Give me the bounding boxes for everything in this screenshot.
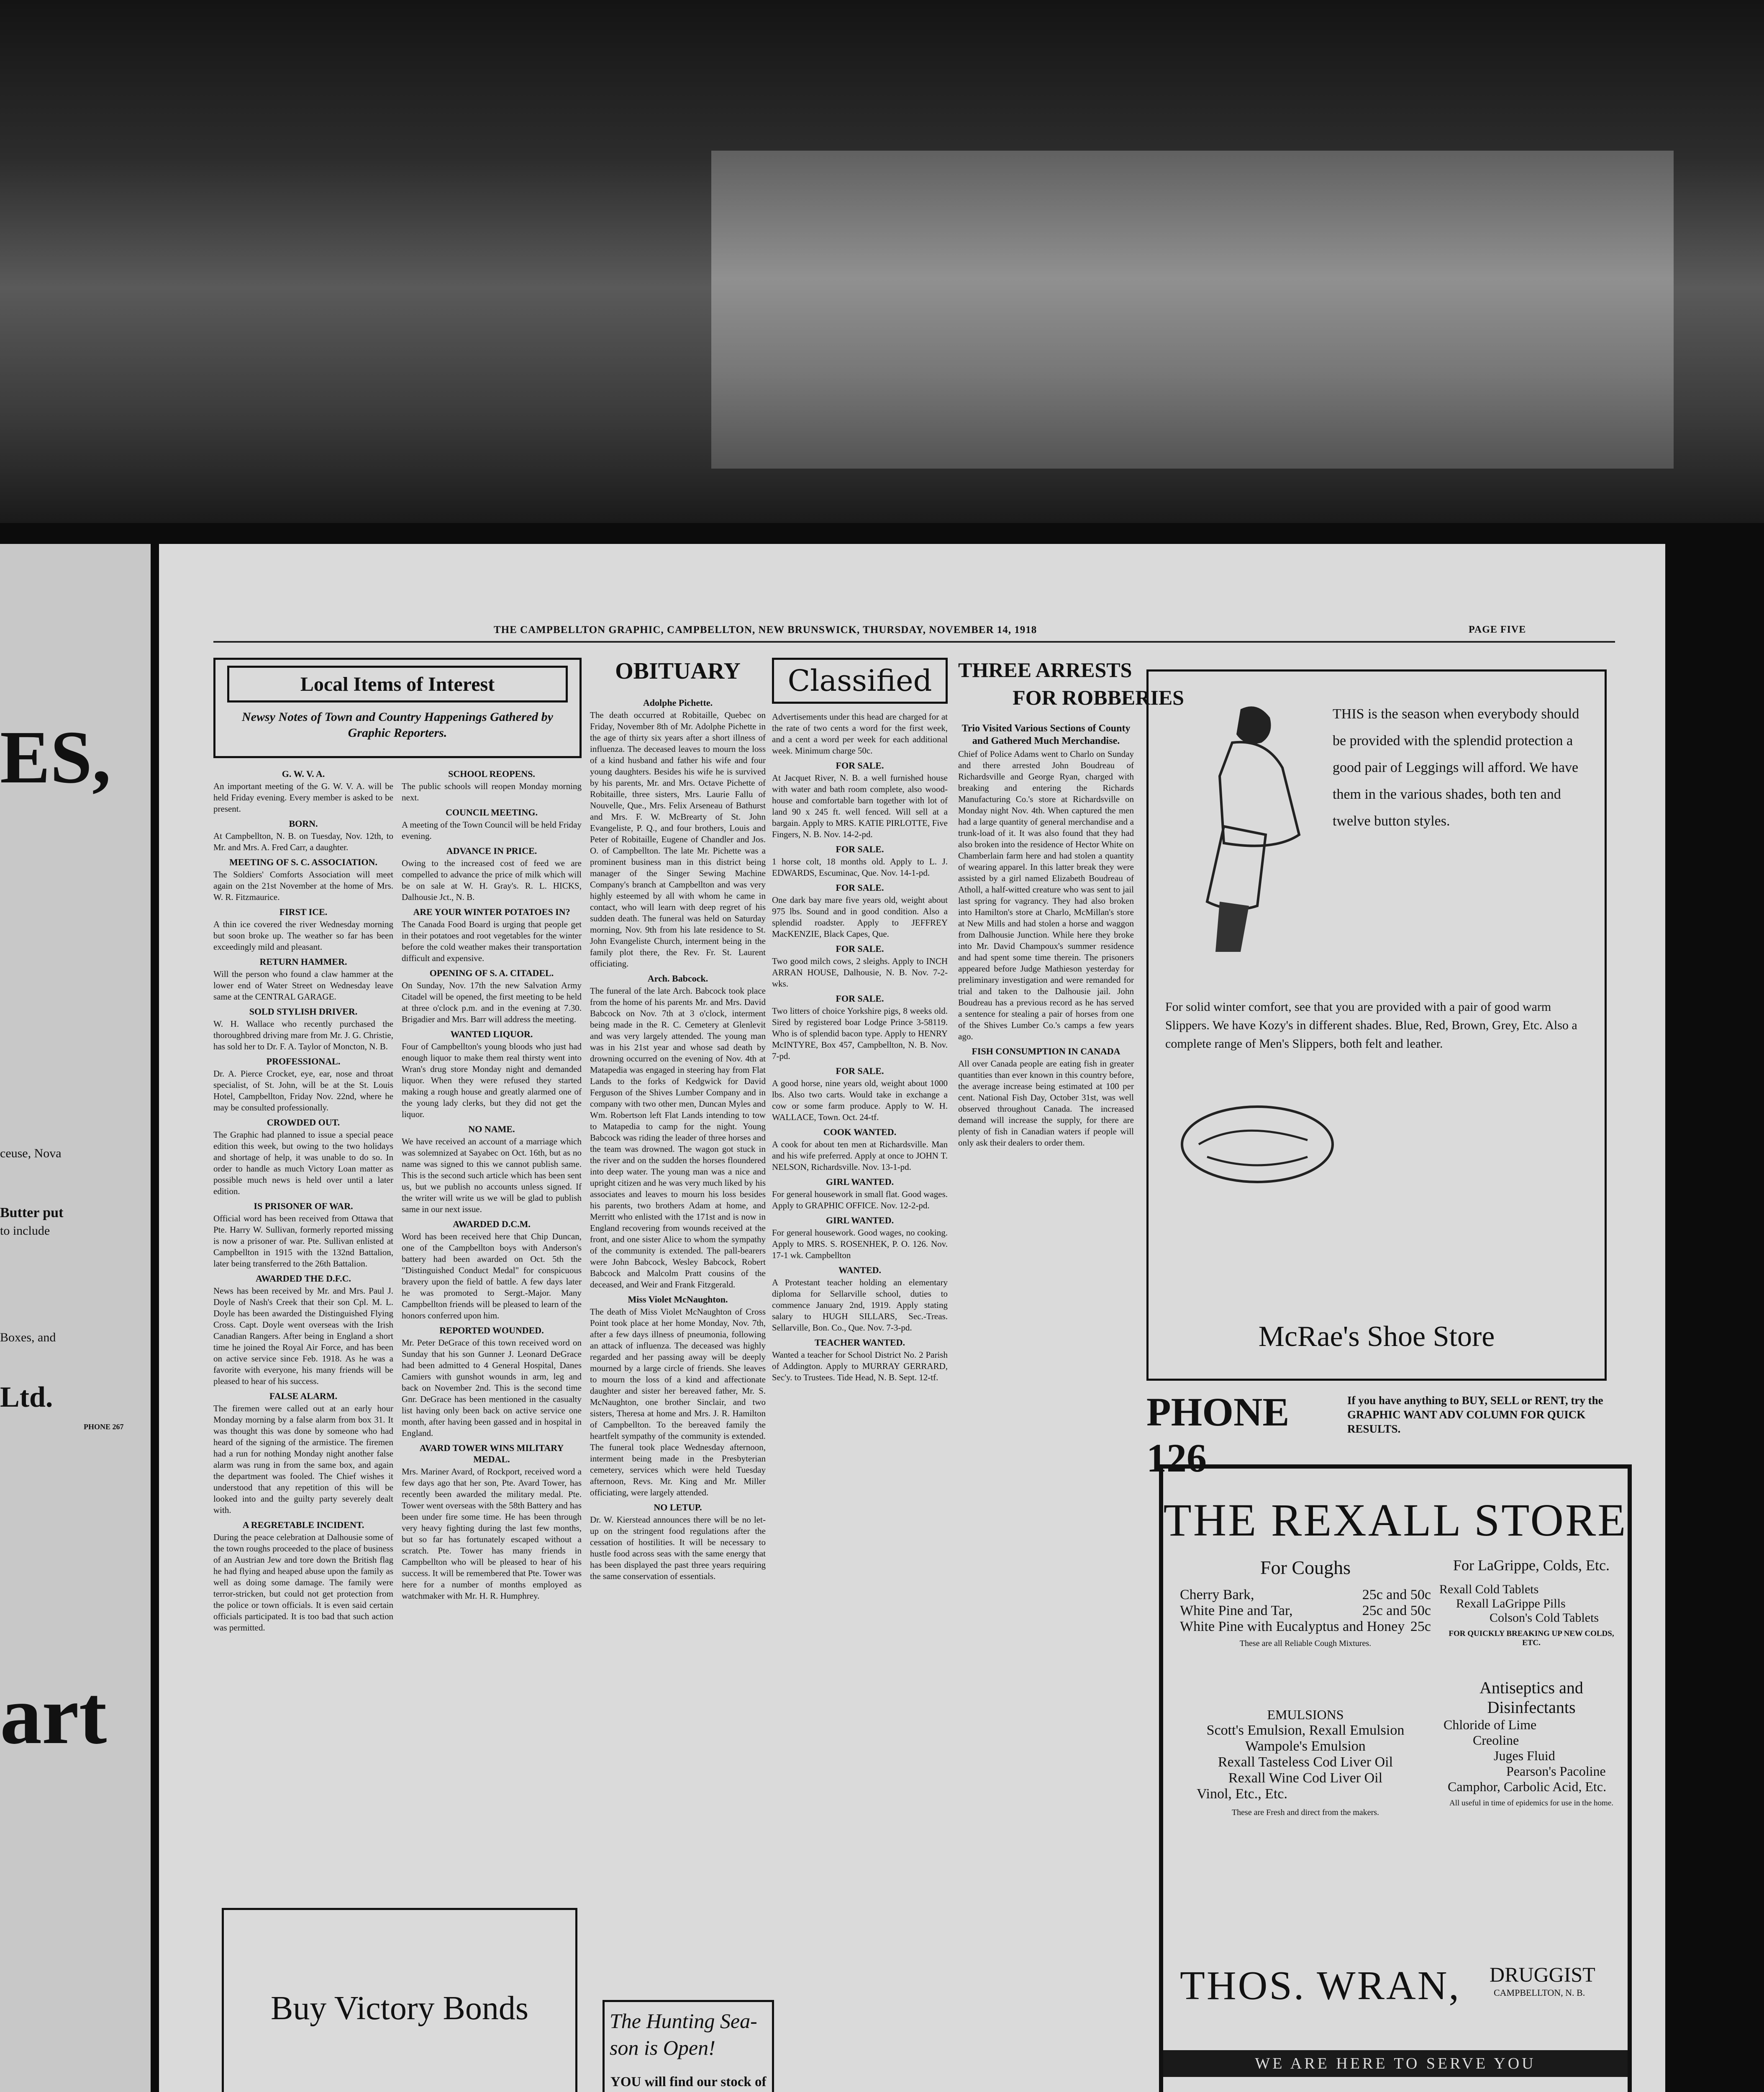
classified-item: WANTED. A Protestant teacher holding an elementary diploma for Sellarville school, duties to commence January 2nd, 1919. Apply stating salary to HUGH SILLARS, Sec.-Treas. Sellarville, Bon. Co., Que. Nov. 7-3-pd. <box>772 1265 948 1333</box>
local-item: AVARD TOWER WINS MILITARY MEDAL. Mrs. Mariner Avard, of Rockport, received word a few days ago that her son, Pte. Avard Tower, has recently been awarded the military medal. Pte. Tower went overseas with the 58th Battery and has been under fire some time. He has been through very heavy fighting during the last few months, but so far has fortunately escaped without a scratch. Pte. Tower has many friends in Campbellton who will be pleased to hear of his success. It will be remembered that Pte. Tower was here for a number of months employed as watchmaker with Mr. H. R. Humphrey. <box>402 1443 582 1601</box>
classified-item: TEACHER WANTED. Wanted a teacher for School District No. 2 Parish of Addington. Apply to MURRAY GERRARD, Sec'y. to Trustees. Tide Head, N. B. Sept. 12-tf. <box>772 1337 948 1382</box>
classified-column <box>772 711 948 2084</box>
mcrae-leggings-text: THIS is the season when everybody should be provided with the splendid protection a good pair of Leggings will afford. We have them in the various shades, both ten and twelve button styles. <box>1333 706 1579 829</box>
rexall-town: CAMPBELLTON, N. B. <box>1494 1987 1585 1998</box>
obituary-item: Miss Violet McNaughton. The death of Miss Violet McNaughton of Cross Point took place at her home Monday, Nov. 7th, after a few days illness of pneumonia, following an attack of influenza. The deceased was highly regarded and her passing away will be deeply mourned by a large circle of friends. She leaves to mourn the loss of a kind and affectionate daughter and sister her bereaved father, Mr. S. McNaughton, one brother Sinclair, and two sisters, Theresa at home and Mrs. J. R. Hamilton of Campbellton. To the bereaved family the heartfelt sympathy of the community is extended. The funeral took place Wednesday afternoon, interment being made in the Presbyterian cemetery, services which were held Tuesday afternoon, Revs. Mr. King and Mr. Miller officiating, were largely attended. <box>590 1294 766 1497</box>
local-item: FALSE ALARM. The firemen were called out at an early hour Monday morning by a false alarm from box 31. It was thought this was done by someone who had heard of the signing of the armistice. The firemen had a run for nothing Monday night another false alarm was rung in from the same box, and again the department was fooled. The Chief wishes it understood that any repetition of this will be looked into and the guilty party severely dealt with. <box>213 1391 393 1515</box>
grippe-item: Rexall Cold Tablets <box>1439 1582 1539 1596</box>
mcrae-store-name: McRae's Shoe Store <box>1258 1320 1495 1353</box>
classified-item: FOR SALE. Two good milch cows, 2 sleighs. Apply to INCH ARRAN HOUSE, Dalhousie, N. B. Nov. 7-2-wks. <box>772 943 948 989</box>
local-item: G. W. V. A. An important meeting of the G. W. V. A. will be held Friday evening. Every member is asked to be present. <box>213 769 393 814</box>
local-items-title: Local Items of Interest <box>227 666 568 702</box>
local-items-column-1 <box>213 766 393 2092</box>
header-rule <box>213 641 1615 643</box>
hunting-season-ad <box>603 2000 774 2092</box>
rexall-coughs-section <box>1180 1556 1431 1648</box>
obituary-column <box>590 695 766 1996</box>
cough-item: White Pine with Eucalyptus and Honey 25c <box>1180 1619 1431 1634</box>
local-item: SOLD STYLISH DRIVER. W. H. Wallace who recently purchased the thoroughbred driving mare from Mr. J. G. Christie, has sold her to Dr. F. A. Taylor of Moncton, N. B. <box>213 1006 393 1051</box>
emulsions-heading: EMULSIONS <box>1267 1707 1344 1722</box>
local-item: AWARDED D.C.M. Word has been received here that Chip Duncan, one of the Campbellton boys with Anderson's battery had been awarded on Oct. 5th the "Distinguished Conduct Medal" for conspicuous bravery upon the field of battle. A few days later he was promoted to Sergt.-Major. Many Campbellton friends will be pleased to learn of the honors conferred upon him. <box>402 1219 582 1320</box>
local-item: ARE YOUR WINTER POTATOES IN? The Canada Food Board is urging that people get in their potatoes and root vegetables for the winter before the cold weather makes their transportation difficult and expensive. <box>402 907 582 963</box>
fish-text: All over Canada people are eating fish in greater quantities than ever known in this country before, the average increase being estimated at 100 per cent. National Fish Day, October 31st, was well observed throughout Canada. The increased demand will increase the supply, for there are plenty of fish in Canadian waters if people will only ask their dealers to order them. <box>958 1059 1134 1148</box>
classified-item: FOR SALE. One dark bay mare five years old, weight about 975 lbs. Sound and in good condition. Also a splendid roadster. Apply to JEFFREY MacKENZIE, Black Capes, Que. <box>772 882 948 939</box>
arrests-column <box>958 720 1134 1674</box>
page-header: THE CAMPBELLTON GRAPHIC, CAMPBELLTON, NEW BRUNSWICK, THURSDAY, NOVEMBER 14, 1918 <box>494 624 1037 636</box>
antiseptic-item: Chloride of Lime <box>1444 1717 1537 1732</box>
antiseptics-heading: Antiseptics and Disinfectants <box>1479 1678 1583 1717</box>
coughs-note: These are all Reliable Cough Mixtures. <box>1239 1639 1372 1648</box>
local-item: REPORTED WOUNDED. Mr. Peter DeGrace of this town received word on Sunday that his son Gunner J. Leonard DeGrace had been admitted to 4 General Hospital, Danes Camiers with gunshot wounds in arm, leg and back on November 2nd. This is the second time Gnr. DeGrace has been mentioned in the casualty list having only been back on active service one month, after having been gassed and in hospital in England. <box>402 1325 582 1438</box>
antiseptic-item: Pearson's Pacoline <box>1506 1764 1606 1779</box>
hunting-text: YOU will find our stock of <box>610 2074 767 2089</box>
local-item: SCHOOL REOPENS. The public schools will reopen Monday morning next. <box>402 769 582 802</box>
obituary-item: NO LETUP. Dr. W. Kierstead announces there will be no let-up on the stringent food regulations after the cessation of hostilities. It will be necessary to hustle food across seas with the same energy that has been displayed the past three years requiring the same conservation of essentials. <box>590 1502 766 1581</box>
antiseptics-note: All useful in time of epidemics for use in the home. <box>1449 1799 1614 1807</box>
local-item: COUNCIL MEETING. A meeting of the Town Council will be held Friday evening. <box>402 807 582 841</box>
phone-126-text: If you have anything to BUY, SELL or RENT, try the GRAPHIC WANT ADV COLUMN FOR QUICK RESULTS. <box>1347 1394 1603 1435</box>
local-item: A REGRETABLE INCIDENT. During the peace celebration at Dalhousie some of the town roughs proceeded to the place of business of an Austrian Jew and tore down the British flag he had flying and heaped abuse upon the family as well as doing some damage. The family were terror-stricken, but could not get protection from the police or town officials. It is even said certain officials participated. It is too bad that such action was permitted. <box>213 1520 393 1633</box>
local-item: WANTED LIQUOR. Four of Campbellton's young bloods who just had enough liquor to make them real thirsty went into Wran's drug store Monday night and demanded liquor. When they were refused they started making a rough house and greatly alarmed one of the young lady clerks, but they did not get the liquor. <box>402 1029 582 1119</box>
obituary-item: Arch. Babcock. The funeral of the late Arch. Babcock took place from the home of his parents Mr. and Mrs. David Babcock on Nov. 7th at 3 o'clock, interment being made in the R. C. Cemetery at Glenlevit and was very largely attended. The young man was in his 21st year and whose sad death by drowning occurred on the evening of Nov. 4th at Matapedia was engaged in steering hay from Flat Lands to the forks of Kedgwick for David Ferguson of the Shives Lumber Company and in company with two other men, Duncan Myles and Wm. Robertson left Flat Lands intending to tow to Matapedia to camp for the night. Young Babcock was riding the leader of three horses and the team was drowned. The wagon got stuck in the river and on the sudden the horses floundered into deep water. The young man was a nice and upright citizen and he was very much liked by his associates and leaves to mourn his loss besides his parents, two brothers Adam at home, and Merritt who enlisted with the 171st and is now in England recovering from wounds received at the front, and one sister Alice to whom the sympathy of the community is extended. The pall-bearers were John Babcock, Wesley Babcock, Robert Babcock and Malcolm Pratt cousins of the deceased, and Weir and Frank Fitzgerald. <box>590 973 766 1290</box>
local-item: FIRST ICE. A thin ice covered the river Wednesday morning but soon broke up. The weather so far has been exceedingly mild and pleasant. <box>213 907 393 952</box>
fragment-boxes: Boxes, and <box>0 1331 56 1344</box>
mcrae-shoe-ad <box>1146 669 1607 1381</box>
local-item: RETURN HAMMER. Will the person who found a claw hammer at the lower end of Water Street on Wednesday leave same at the CENTRAL GARAGE. <box>213 956 393 1002</box>
rexall-druggist: DRUGGIST <box>1490 1963 1595 1986</box>
rexall-emulsions-section <box>1180 1707 1431 1818</box>
local-item: ADVANCE IN PRICE. Owing to the increased cost of feed we are compelled to advance the price of milk which will be on sale at W. H. Gray's. R. L. HICKS, Dalhousie Jct., N. B. <box>402 846 582 902</box>
classified-item: FOR SALE. Two litters of choice Yorkshire pigs, 8 weeks old. Sired by registered boar Lodge Prince 3-58119. Who is of splendid bacon type. Apply to HENRY McINTYRE, Box 457, Campbellton, N. B. Nov. 7-pd. <box>772 993 948 1061</box>
coughs-heading: For Coughs <box>1260 1557 1351 1578</box>
phone-126-heading: PHONE 126 <box>1146 1390 1290 1480</box>
obituary-item: Adolphe Pichette. The death occurred at Robitaille, Quebec on Friday, November 8th of Mr. Adolphe Pichette in the age of thirty six years after a short illness of influenza. The deceased leaves to mourn the loss of a kind husband and father his wife and four young daughters. Besides his wife he is survived by his parents, Mr. and Mrs. Octave Pichette of Robitaille, three sisters, Mrs. Laurie Fallu of Nouvelle, Que., Mrs. Felix Arseneau of Bathurst and Mrs. F. W. McBrearty of St. John Evangeliste, P. Q., and four brothers, Louis and Peter of Robitaille, Eugene of Chandler and Jos. O. of Campbellton. The late Mr. Pichette was a prominent business man in this district being manager of the Singer Sewing Machine Company's branch at Campbellton and was very highly esteemed by all with whom he came in contact, who will learn with deep regret of his sudden death. The funeral was held on Saturday morning, Nov. 9th from his late residence to St. John Evangeliste Church, interment being in the family plot there, the Rev. Fr. St. Laurent officiating. <box>590 697 766 969</box>
emulsion-item: Vinol, Etc., Etc. <box>1197 1786 1288 1802</box>
fragment-es: ES, <box>0 715 111 799</box>
arrests-title-2: FOR ROBBERIES <box>1013 686 1184 709</box>
cough-item: White Pine and Tar, 25c and 50c <box>1180 1603 1431 1618</box>
local-item: BORN. At Campbellton, N. B. on Tuesday, Nov. 12th, to Mr. and Mrs. A. Fred Carr, a daughter. <box>213 818 393 852</box>
fragment-butter: Butter put <box>0 1205 64 1220</box>
local-item: PROFESSIONAL. Dr. A. Pierce Crocket, eye, ear, nose and throat specialist, of St. John, will be at the St. Louis Hotel, Campbellton, Friday Nov. 22nd, where he may be consulted professionally. <box>213 1056 393 1113</box>
antiseptic-item: Creoline <box>1473 1733 1519 1748</box>
classified-item: FOR SALE. At Jacquet River, N. B. a well furnished house with water and bath room complete, also wood-house and comfortable barn together with lot of land 90 x 245 ft. well fenced. Will sell at a bargain. Apply to MRS. KATIE PIRLOTTE, Five Fingers, N. B. Nov. 14-2-pd. <box>772 760 948 839</box>
local-item: CROWDED OUT. The Graphic had planned to issue a special peace edition this week, but owing to the two holidays and shortage of help, it was unable to do so. In order to handle as much Victory Loan matter as possible much news is held over until a later edition. <box>213 1117 393 1196</box>
grippe-item: Colson's Cold Tablets <box>1490 1611 1599 1625</box>
arrests-text: Chief of Police Adams went to Charlo on Sunday and there arrested John Boudreau of Richardsville and George Ryan, charged with breaking and entering the Richards Manufacturing Co.'s store at Richardsville on Monday night Nov. 4th. When captured the men had a large quantity of general merchandise and a trunk-load of it. It was also found that they had also broken into the residence of Hector White on Chamberlain farm here and had stolen a quantity of wearing apparel. In this latter break they were assisted by a girl named Elizabeth Boudreau of Atholl, a half-witted creature who was sent to jail last spring for vagrancy. They had also broken into Hamilton's store at Charlo, McMillan's store at New Mills and had stolen a horse and waggon from Dalhousie Junction. While here they broke into Mr. David Champoux's summer residence and had spent some time therein. The prisoners appeared before Judge Mathieson yesterday for preliminary investigation and were remanded for trial and taken to the Dalhousie jail. John Boudreau has a previous record as he has served a sentence for stealing a pair of horses from one of the Shives Lumber Co.'s camps a few years ago. <box>958 749 1134 1041</box>
cough-item: Cherry Bark, 25c and 50c <box>1180 1587 1431 1602</box>
grippe-heading: For LaGrippe, Colds, Etc. <box>1453 1557 1610 1574</box>
emulsion-item: Scott's Emulsion, Rexall Emulsion <box>1206 1723 1405 1738</box>
emulsions-note: These are Fresh and direct from the makers. <box>1231 1808 1379 1817</box>
emulsion-item: Rexall Wine Cod Liver Oil <box>1228 1770 1383 1786</box>
hunting-title-1: The Hunting Sea- <box>610 2009 757 2033</box>
rexall-store-ad <box>1159 1464 1632 2092</box>
arrests-title-1: THREE ARRESTS <box>958 658 1132 682</box>
hunting-title-2: son is Open! <box>610 2036 715 2059</box>
local-item: OPENING OF S. A. CITADEL. On Sunday, Nov. 17th the new Salvation Army Citadel will be opened, the first meeting to be held at three o'clock p.m. and in the evening at 7.30. Brigadier and Mrs. Barr will address the meeting. <box>402 968 582 1024</box>
local-item: AWARDED THE D.F.C. News has been received by Mr. and Mrs. Paul J. Doyle of Nash's Creek that their son Cpl. M. L. Doyle has been awarded the Distinguished Flying Cross. Capt. Doyle went overseas with the Irish Canadian Rangers. After being in England a short time he joined the Royal Air Force, and has been on active service since Feb. 1918. As he was a favorite with everyone, his many friends will be pleased to hear of his success. <box>213 1273 393 1386</box>
local-items-column-2 <box>402 766 582 2092</box>
slippers-illustration <box>1174 1073 1349 1199</box>
mcrae-slippers-text: For solid winter comfort, see that you are provided with a pair of good warm Slippers. We have Kozy's in different shades. Blue, Red, Brown, Grey, Etc. Also a complete range of Men's Slippers, both felt and leather. <box>1165 1000 1577 1051</box>
rexall-title: THE REXALL STORE <box>1163 1495 1628 1546</box>
emulsion-item: Rexall Tasteless Cod Liver Oil <box>1218 1754 1393 1770</box>
classified-intro: Advertisements under this head are charged for at the rate of two cents a word for the first week, and a cent a word per week for each additional week. Minimum charge 50c. <box>772 712 948 756</box>
emulsion-item: Wampole's Emulsion <box>1245 1738 1366 1754</box>
classified-item: FOR SALE. A good horse, nine years old, weight about 1000 lbs. Also two carts. Would take in exchange a cow or some farm produce. Apply to W. H. WALLACE, Town. Oct. 24-tf. <box>772 1066 948 1122</box>
classified-title: Classified <box>772 658 948 704</box>
rexall-grippe-section <box>1439 1556 1623 1648</box>
rexall-owner: THOS. WRAN, <box>1180 1963 1461 2008</box>
rexall-antiseptics-section <box>1439 1678 1623 1808</box>
fish-heading: FISH CONSUMPTION IN CANADA <box>972 1046 1120 1056</box>
page-number: PAGE FIVE <box>1469 624 1526 635</box>
newspaper-page <box>159 544 1665 2092</box>
antiseptic-item: Juges Fluid <box>1494 1748 1555 1763</box>
fragment-ceuse: ceuse, Nova <box>0 1146 62 1160</box>
adjacent-page-fragment <box>0 544 151 2092</box>
fragment-include: to include <box>0 1224 50 1238</box>
victory-bonds-ad <box>222 1908 577 2092</box>
rexall-banner: WE ARE HERE TO SERVE YOU <box>1163 2050 1628 2077</box>
local-items-subtitle: Newsy Notes of Town and Country Happenings Gathered by Graphic Reporters. <box>242 710 553 740</box>
classified-item: GIRL WANTED. For general housework. Good wages, no cooking. Apply to MRS. S. ROSENHEK, P. O. 126. Nov. 17-1 wk. Campbellton <box>772 1215 948 1260</box>
arrests-subtitle: Trio Visited Various Sections of County and Gathered Much Merchandise. <box>961 723 1131 746</box>
fragment-art: art <box>0 1669 107 1761</box>
grippe-item: Rexall LaGrippe Pills <box>1456 1597 1566 1610</box>
woman-leggings-illustration <box>1169 692 1328 960</box>
antiseptic-item: Camphor, Carbolic Acid, Etc. <box>1448 1779 1607 1794</box>
obituary-title: OBITUARY <box>615 658 741 684</box>
grippe-note: FOR QUICKLY BREAKING UP NEW COLDS, ETC. <box>1449 1629 1614 1647</box>
local-item: MEETING OF S. C. ASSOCIATION. The Soldiers' Comforts Association will meet again on the 21st November at the home of Mrs. W. R. Fitzmaurice. <box>213 857 393 902</box>
fragment-ltd: Ltd. <box>0 1381 53 1413</box>
classified-item: COOK WANTED. A cook for about ten men at Richardsville. Man and his wife preferred. Apply at once to JOHN T. NELSON, Richardsville. Nov. 13-1-pd. <box>772 1127 948 1172</box>
victory-title: Buy Victory Bonds <box>271 1990 528 2027</box>
local-item: IS PRISONER OF WAR. Official word has been received from Ottawa that Pte. Harry W. Sullivan, formerly reported missing is now a prisoner of war. Pte. Sullivan enlisted at Campbellton in 1915 with the 132nd Battalion, later being transferred to the 26th Battalion. <box>213 1201 393 1269</box>
fragment-phone: PHONE 267 <box>84 1423 124 1431</box>
classified-item: GIRL WANTED. For general housework in small flat. Good wages. Apply to GRAPHIC OFFICE. Nov. 12-2-pd. <box>772 1177 948 1210</box>
classified-item: FOR SALE. 1 horse colt, 18 months old. Apply to L. J. EDWARDS, Escuminac, Que. Nov. 14-1-pd. <box>772 844 948 878</box>
wooden-plank <box>711 151 1674 469</box>
local-items-banner <box>213 658 582 758</box>
local-item: NO NAME. We have received an account of a marriage which was solemnized at Sayabec on Oct. 16th, but as no name was signed to this we cannot publish same. This is the second such article which has been sent us, but we publish no accounts unless signed. If the writer will write us we will be glad to publish same in our next issue. <box>402 1124 582 1214</box>
